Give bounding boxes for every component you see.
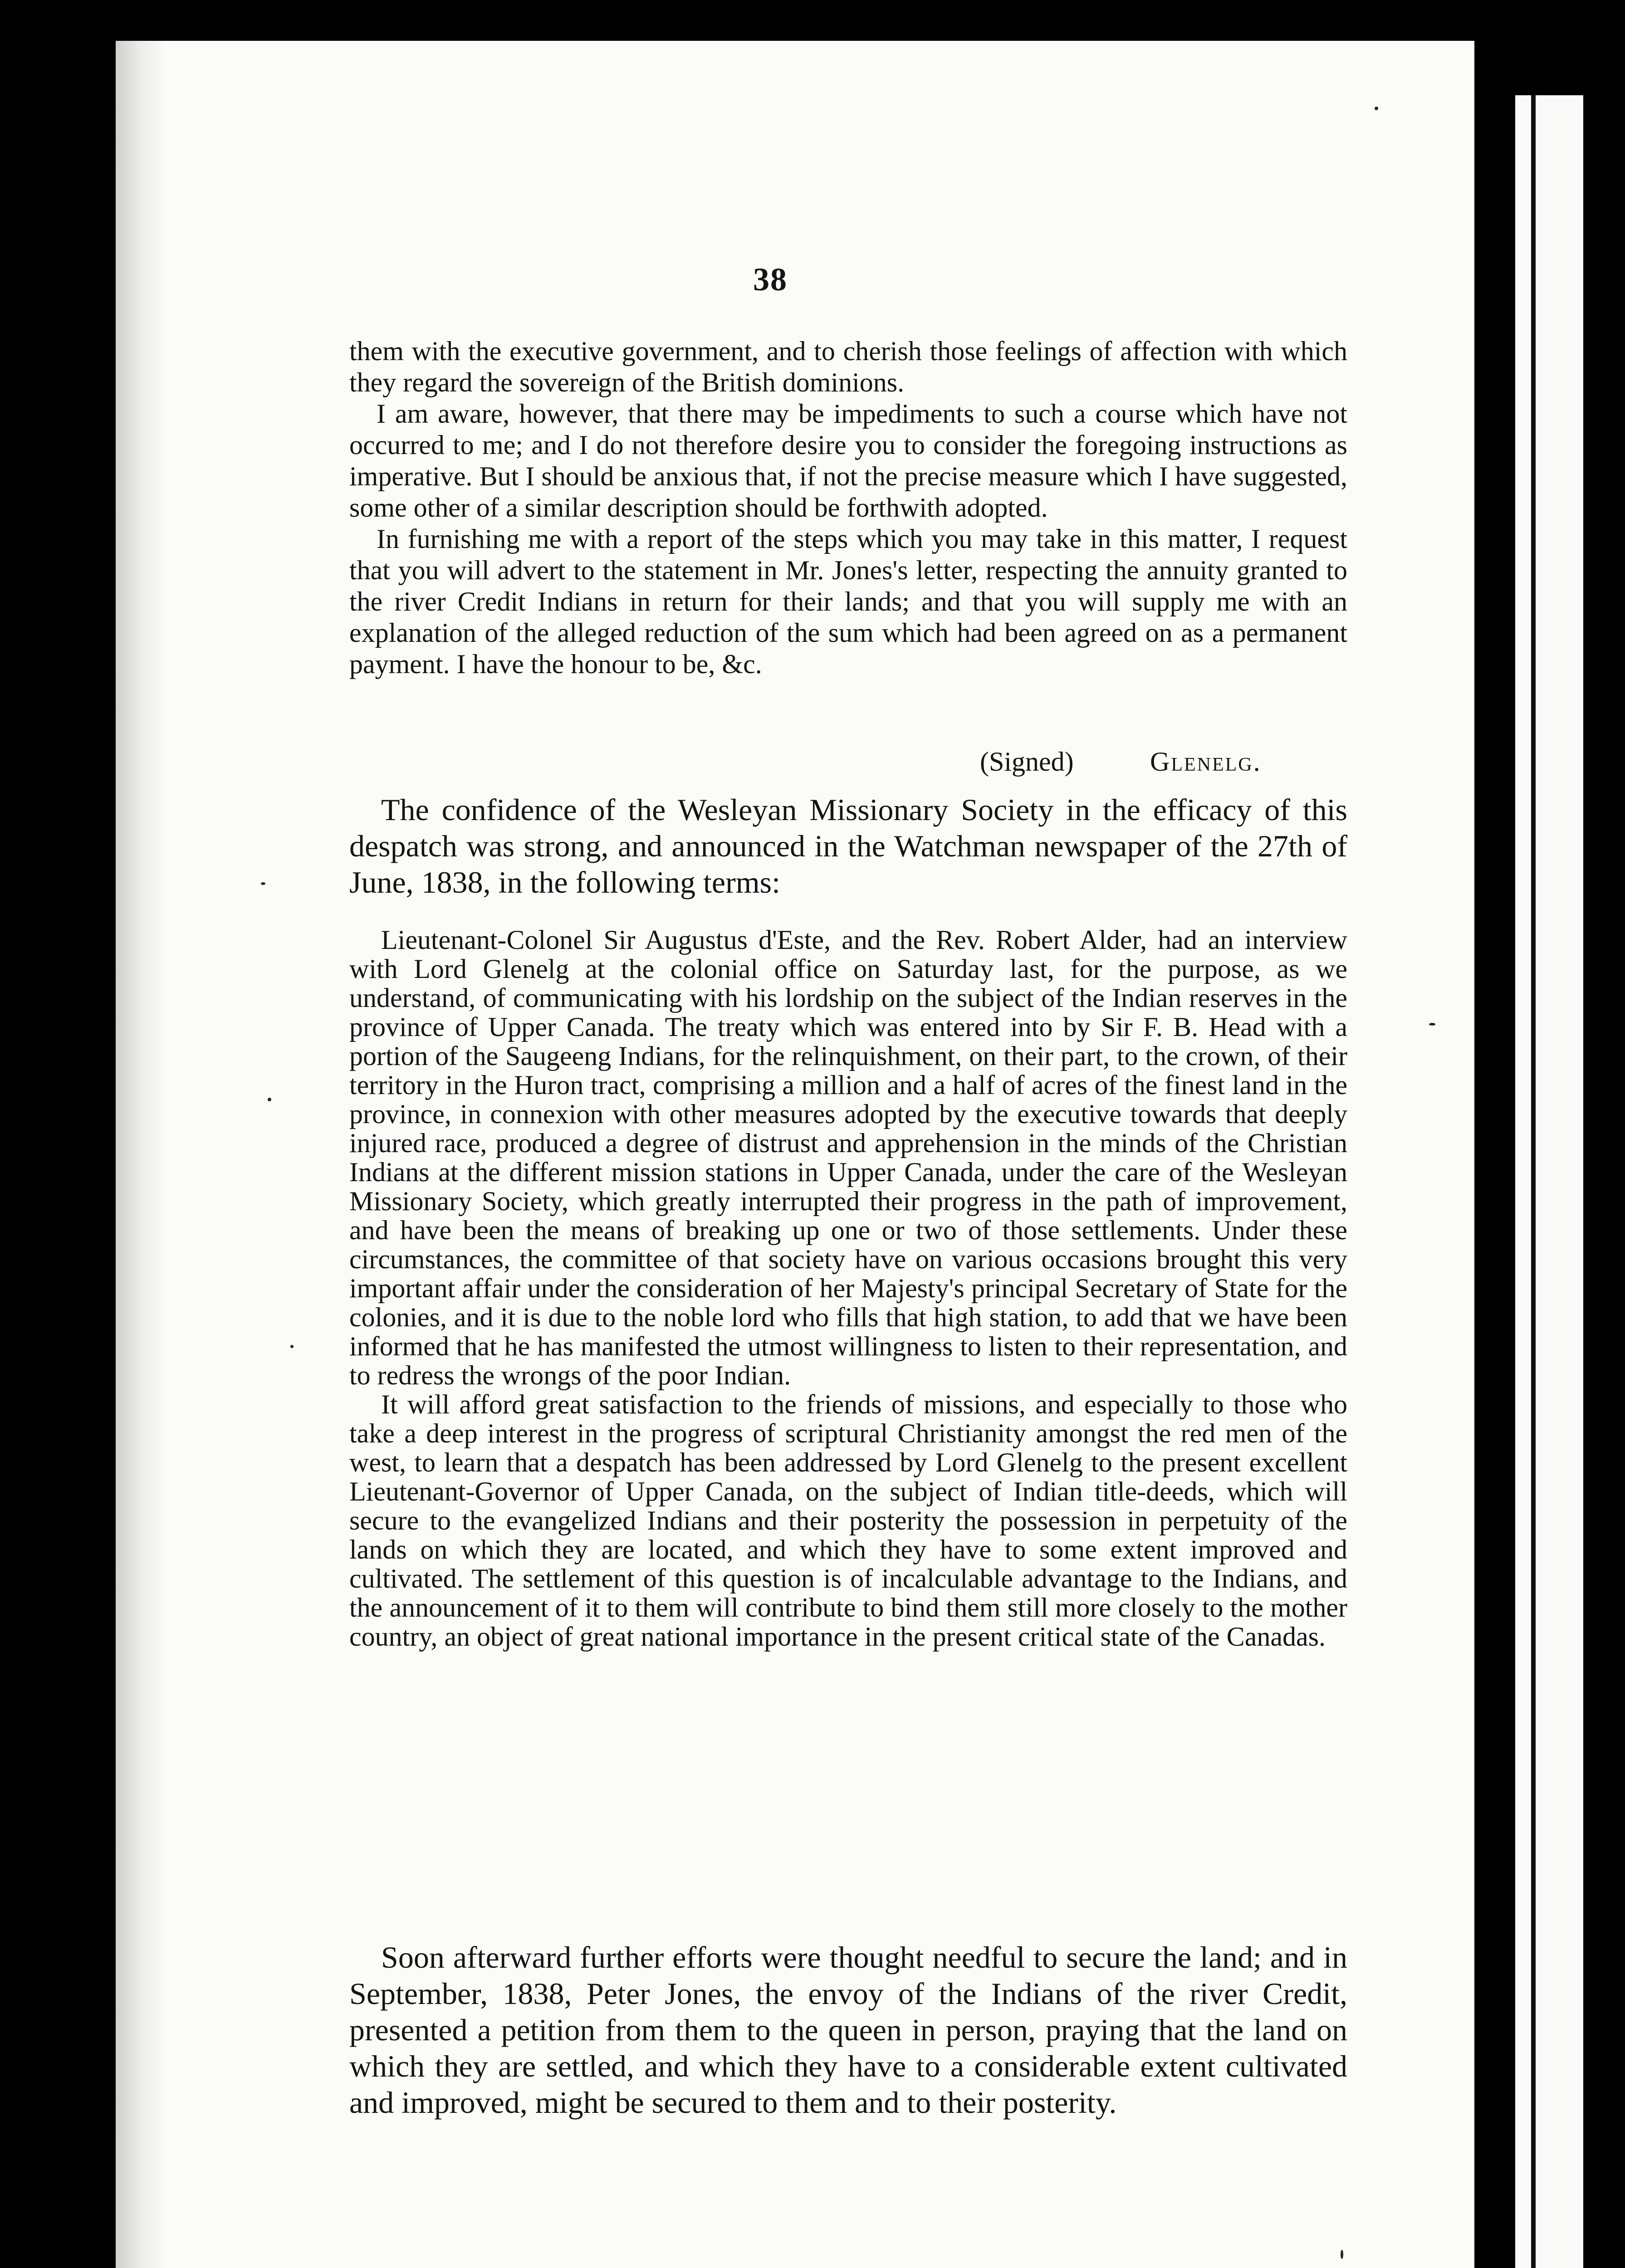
scan-speck [1341, 2250, 1343, 2259]
quotation-paragraph: It will afford great satisfaction to the friends of missions, and especially to those who take a deep interest in the progress of scriptural Christianity amongst the red men of the west, to learn that a despatch has been addressed by Lord Glenelg to the present excellent Lieutenant-Governor of Upper Canada, on the subject of Indian title-deeds, which will secure to the evangelized Indians and their posterity the possession in perpetuity of the lands on which they are located, and which they have to some extent improved and cultivated. The settlement of this question is of incalculable advantage to the Indians, and the announcement of it to them will contribute to bind them still more closely to the mother country, an object of great national importance in the present critical state of the Canadas. [349, 1389, 1347, 1652]
facing-page-edge [1515, 95, 1583, 2268]
facing-page-edge-line [1531, 95, 1536, 2268]
scan-speck [1375, 107, 1378, 110]
narrative-paragraph-1 [349, 792, 1347, 900]
scan-speck [290, 1345, 294, 1348]
narrative-text: The confidence of the Wesleyan Missionary Society in the efficacy of this despatch was strong, and announced in the Watchman newspaper of the 27th of June, 1838, in the following terms: [349, 792, 1347, 899]
scan-speck [268, 1098, 271, 1101]
letter-paragraph: them with the executive government, and to cherish those feelings of affection with which they regard the sovereign of the British dominions. [349, 336, 1347, 397]
letter-paragraph: In furnishing me with a report of the steps which you may take in this matter, I request that you will advert to the statement in Mr. Jones's letter, respecting the annuity granted to the river Credit Indians in return for their lands; and that you will supply me with an explanation of the alleged reduction of the sum which had been agreed on as a permanent payment. I have the honour to be, &c. [349, 524, 1347, 679]
letter-body [349, 336, 1347, 680]
letter-paragraph: I am aware, however, that there may be impediments to such a course which have not occurred to me; and I do not therefore desire you to consider the foregoing instructions as imperative. But I should be anxious that, if not the precise measure which I have suggested, some other of a similar description should be forthwith adopted. [349, 399, 1347, 523]
page-number: 38 [753, 261, 788, 298]
scan-speck [261, 882, 265, 885]
narrative-text: Soon afterward further efforts were thought needful to secure the land; and in September, 1838, Peter Jones, the envoy of the Indians of the river Credit, presented a petition from them to the queen in person, praying that the land on which they are settled, and which they have to a considerable extent cultivated and improved, might be secured to them and to their posterity. [349, 1940, 1347, 2120]
newspaper-quotation [349, 925, 1347, 1651]
scan-speck [1429, 1023, 1435, 1026]
gutter-shadow [116, 41, 166, 2268]
narrative-paragraph-2 [349, 1939, 1347, 2121]
signed-label: (Signed) [980, 747, 1074, 777]
signature-line [980, 746, 1343, 777]
scan-border [1474, 0, 1515, 2268]
quotation-paragraph: Lieutenant-Colonel Sir Augustus d'Este, and the Rev. Robert Alder, had an interview with Lord Glenelg at the colonial office on Saturday last, for the purpose, as we understand, of communicating with his lordship on the subject of the Indian reserves in the province of Upper Canada. The treaty which was entered into by Sir F. B. Head with a portion of the Saugeeng Indians, for the relinquishment, on their part, to the crown, of their territory in the Huron tract, comprising a million and a half of acres of the finest land in the province, in connexion with other measures adopted by the executive towards that deeply injured race, produced a degree of distrust and apprehension in the minds of the Christian Indians at the different mission stations in Upper Canada, under the care of the Wesleyan Missionary Society, which greatly interrupted their progress in the path of improvement, and have been the means of breaking up one or two of those settlements. Under these circumstances, the committee of that society have on various occasions brought this very important affair under the consideration of her Majesty's principal Secretary of State for the colonies, and it is due to the noble lord who fills that high station, to add that we have been informed that he has manifested the utmost willingness to listen to their representation, and to redress the wrongs of the poor Indian. [349, 925, 1347, 1390]
signature-name: Glenelg. [1150, 747, 1262, 777]
